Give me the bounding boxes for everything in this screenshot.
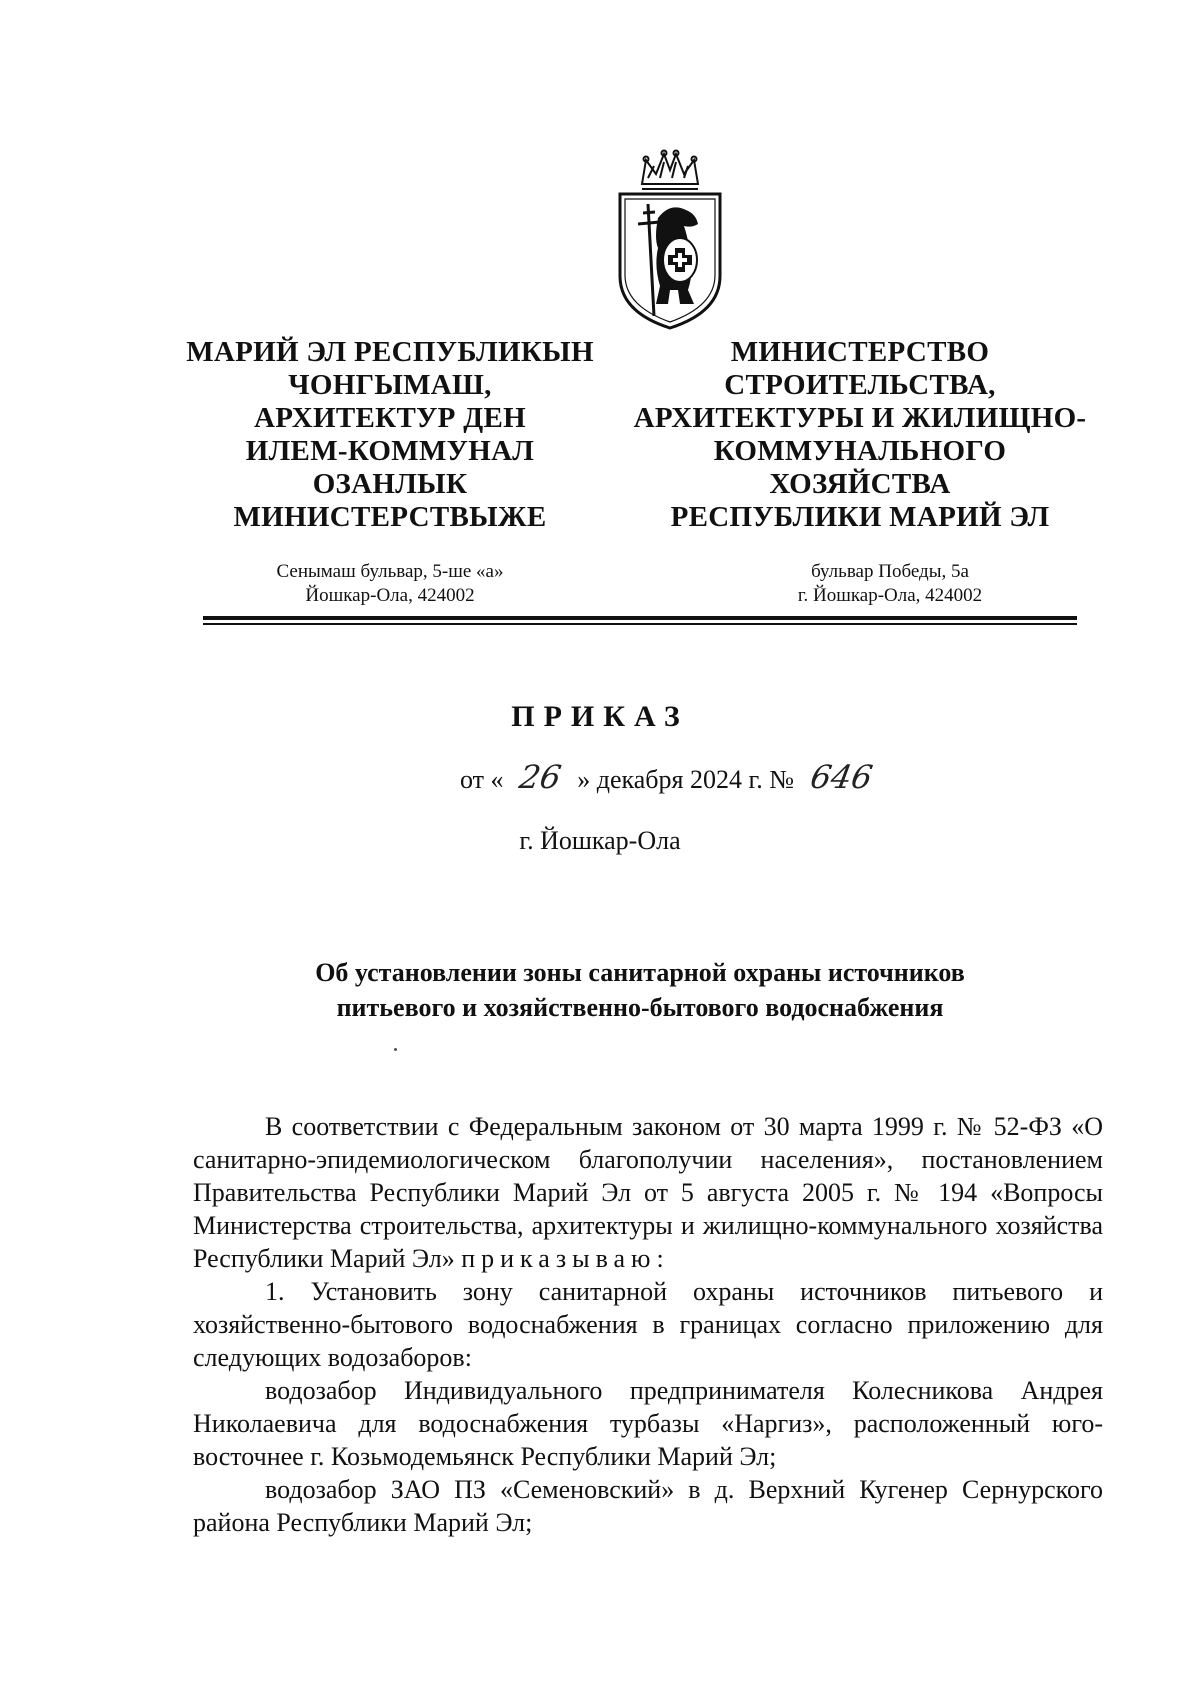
header-left-block	[170, 336, 610, 534]
coat-of-arms-icon	[614, 148, 726, 331]
order-verb: приказываю:	[461, 1244, 670, 1273]
header-right-line: ХОЗЯЙСТВА	[769, 468, 951, 500]
header-left-line: ОЗАНЛЫК	[312, 468, 468, 500]
address-line: бульвар Победы, 5а	[811, 561, 969, 582]
preamble-text: В соответствии с Федеральным законом от 30 марта 1999 г. № 52-ФЗ «О санитарно-эпидемиологическом благополучии населения», постановлением Правительства Республики Марий Эл от 5 августа 2005 г. № 194 «Вопросы Министерства строительства, архитектуры и жилищно-коммунального хозяйства Республики Марий Эл»	[193, 1112, 1103, 1273]
body-paragraph: водозабор Индивидуального предпринимателя Колесникова Андрея Николаевича для водоснабжения турбазы «Наргиз», расположенный юго-восточнее г. Козьмодемьянск Республики Марий Эл;	[193, 1376, 1103, 1471]
body-paragraph	[193, 1110, 1103, 1275]
order-body	[193, 1110, 1103, 1539]
address-line: г. Йошкар-Ола, 424002	[797, 585, 983, 606]
date-middle: » декабря 2024 г. №	[577, 765, 795, 794]
handwritten-number: 646	[807, 758, 875, 796]
subject-line: Об установлении зоны санитарной охраны источников	[315, 958, 965, 987]
handwritten-day: 26	[516, 758, 565, 796]
scan-speck	[394, 1048, 397, 1051]
header-divider-thin	[203, 623, 1077, 625]
header-right-line: КОММУНАЛЬНОГО	[713, 435, 1007, 467]
address-right	[700, 560, 1080, 608]
order-date-line	[460, 758, 882, 796]
order-city: г. Йошкар-Ола	[519, 826, 681, 855]
header-left-line: ЧОНГЫМАШ,	[288, 369, 492, 401]
header-left-line: АРХИТЕКТУР ДЕН	[254, 402, 526, 434]
header-left-line: МИНИСТЕРСТВЫЖЕ	[233, 501, 547, 533]
header-divider-thick	[203, 616, 1077, 620]
body-paragraph: 1. Установить зону санитарной охраны источников питьевого и хозяйственно-бытового водоснабжения в границах согласно приложению для следующих водозаборов:	[193, 1277, 1103, 1372]
header-left-line: ИЛЕМ-КОММУНАЛ	[245, 435, 535, 467]
header-right-line: МИНИСТЕРСТВО	[730, 336, 990, 368]
header-left-line: МАРИЙ ЭЛ РЕСПУБЛИКЫН	[186, 336, 594, 368]
body-paragraph: водозабор ЗАО ПЗ «Семеновский» в д. Верхний Кугенер Сернурского района Республики Марий Эл;	[193, 1475, 1103, 1537]
address-line: Йошкар-Ола, 424002	[305, 585, 475, 606]
header-right-block	[630, 336, 1090, 534]
header-right-line: СТРОИТЕЛЬСТВА,	[724, 369, 996, 401]
order-subject	[200, 955, 1080, 1025]
address-left	[200, 560, 580, 608]
subject-line: питьевого и хозяйственно-бытового водоснабжения	[336, 993, 944, 1022]
date-prefix: от «	[460, 765, 504, 794]
header-right-line: АРХИТЕКТУРЫ И ЖИЛИЩНО-	[633, 402, 1087, 434]
order-title: ПРИКАЗ	[511, 700, 689, 733]
header-right-line: РЕСПУБЛИКИ МАРИЙ ЭЛ	[670, 501, 1050, 533]
address-line: Сенымаш бульвар, 5-ше «а»	[276, 561, 504, 582]
